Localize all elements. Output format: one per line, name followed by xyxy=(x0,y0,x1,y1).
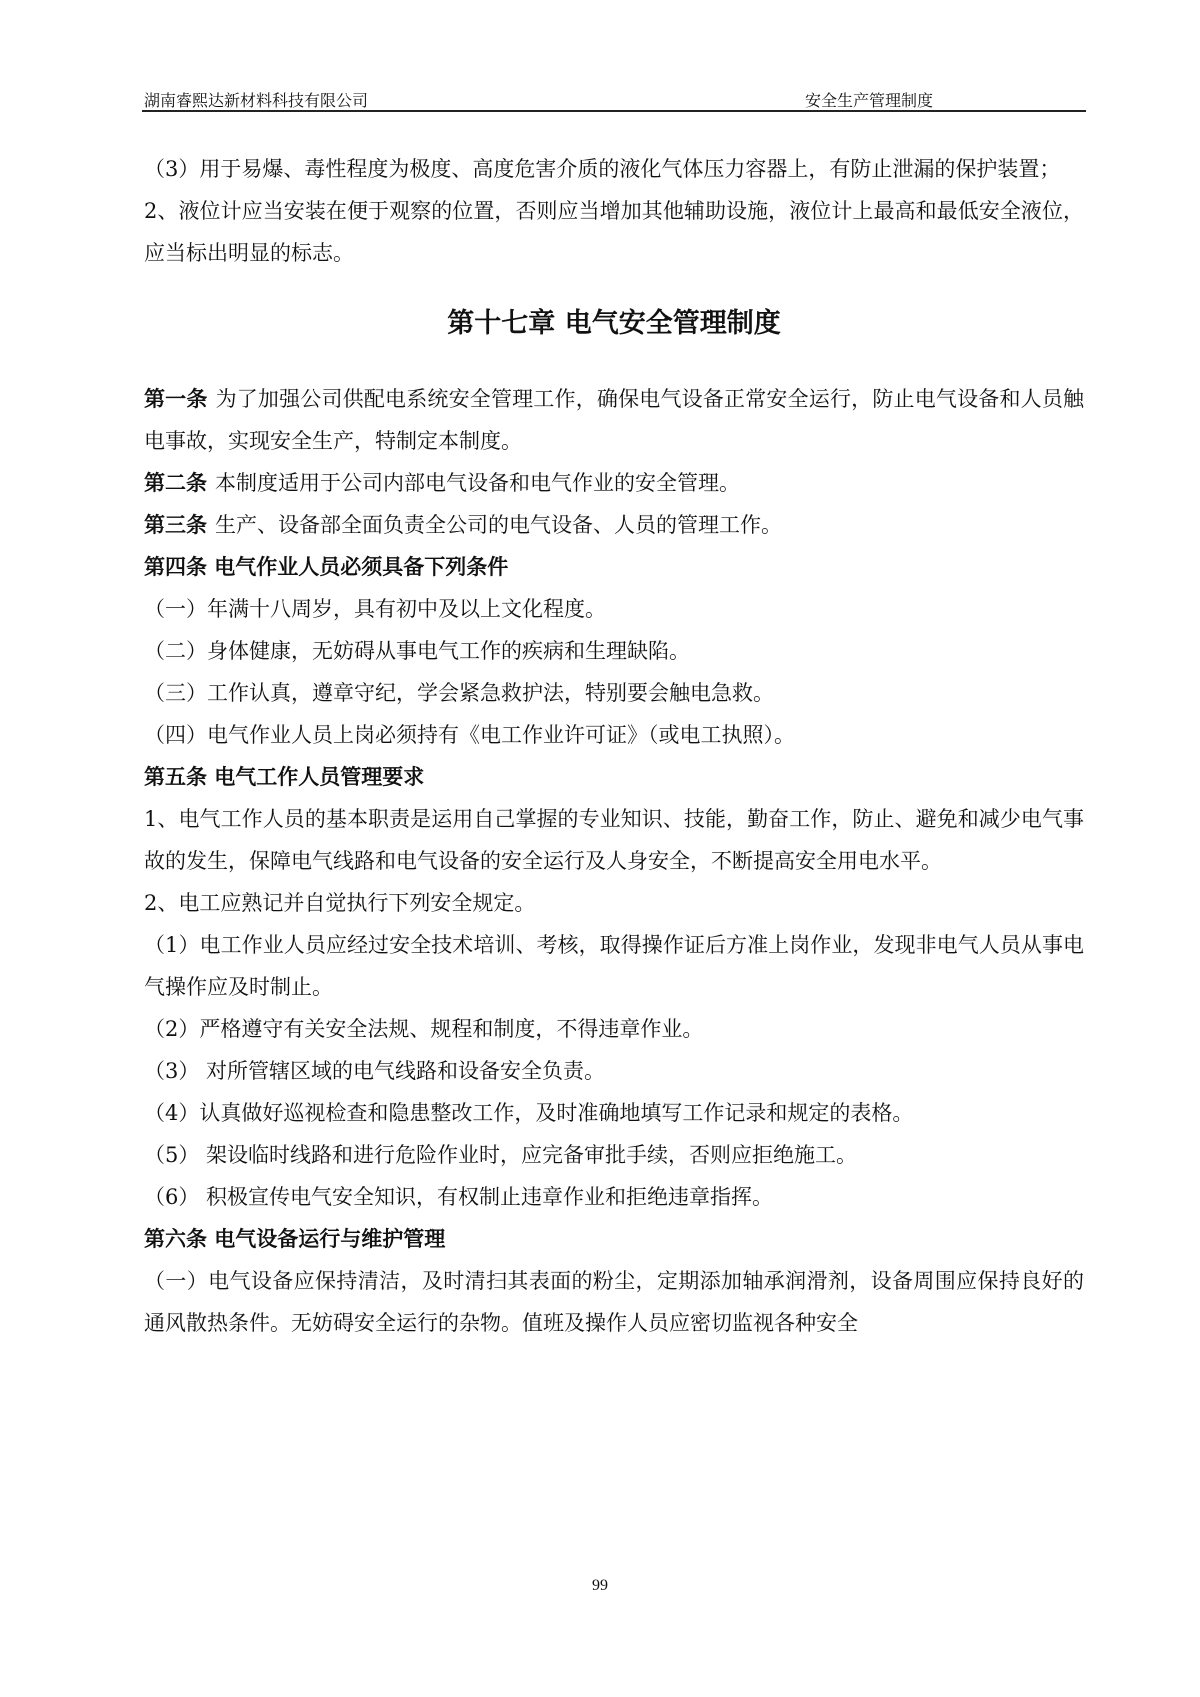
list-item: 1、电气工作人员的基本职责是运用自己掌握的专业知识、技能，勤奋工作，防止、避免和减少电气事故的发生，保障电气线路和电气设备的安全运行及人身安全，不断提高安全用电水平。 xyxy=(144,807,1084,873)
list-item: （3） 对所管辖区域的电气线路和设备安全负责。 xyxy=(144,1059,606,1083)
list-item: （6） 积极宣传电气安全知识，有权制止违章作业和拒绝违章指挥。 xyxy=(144,1185,774,1209)
list-item: （一）电气设备应保持清洁，及时清扫其表面的粉尘，定期添加轴承润滑剂，设备周围应保持良好的通风散热条件。无妨碍安全运行的杂物。值班及操作人员应密切监视各种安全 xyxy=(144,1269,1084,1335)
page-body xyxy=(144,148,1084,1344)
list-item: （四）电气作业人员上岗必须持有《电工作业许可证》（或电工执照）。 xyxy=(144,723,795,747)
article-2-text: 本制度适用于公司内部电气设备和电气作业的安全管理。 xyxy=(215,471,740,495)
paragraph-intro-2: 2、液位计应当安装在便于观察的位置，否则应当增加其他辅助设施，液位计上最高和最低安全液位，应当标出明显的标志。 xyxy=(144,199,1084,265)
article-5-heading: 第五条 电气工作人员管理要求 xyxy=(144,765,425,789)
header-divider xyxy=(142,110,1086,112)
list-item: （4）认真做好巡视检查和隐患整改工作，及时准确地填写工作记录和规定的表格。 xyxy=(144,1101,914,1125)
article-3 xyxy=(144,504,1084,546)
list-item: （一）年满十八周岁，具有初中及以上文化程度。 xyxy=(144,597,606,621)
paragraph-intro-1: （3）用于易爆、毒性程度为极度、高度危害介质的液化气体压力容器上，有防止泄漏的保护装置； xyxy=(144,157,1061,181)
list-item: （1）电工作业人员应经过安全技术培训、考核，取得操作证后方准上岗作业，发现非电气人员从事电气操作应及时制止。 xyxy=(144,933,1084,999)
list-item: 2、电工应熟记并自觉执行下列安全规定。 xyxy=(144,891,536,915)
article-1-text: 为了加强公司供配电系统安全管理工作，确保电气设备正常安全运行，防止电气设备和人员触电事故，实现安全生产，特制定本制度。 xyxy=(144,387,1085,453)
page-header xyxy=(142,84,1086,110)
header-company: 湖南睿熙达新材料科技有限公司 xyxy=(144,91,369,110)
article-1-label: 第一条 xyxy=(144,387,208,411)
page-number: 99 xyxy=(592,1577,608,1594)
list-item: （二）身体健康，无妨碍从事电气工作的疾病和生理缺陷。 xyxy=(144,639,690,663)
article-1 xyxy=(144,378,1084,462)
article-4-heading: 第四条 电气作业人员必须具备下列条件 xyxy=(144,555,509,579)
header-doc-title: 安全生产管理制度 xyxy=(805,91,934,110)
article-2 xyxy=(144,462,1084,504)
article-3-label: 第三条 xyxy=(144,513,207,537)
article-3-text: 生产、设备部全面负责全公司的电气设备、人员的管理工作。 xyxy=(215,513,782,537)
list-item: （2）严格遵守有关安全法规、规程和制度，不得违章作业。 xyxy=(144,1017,704,1041)
article-6-heading: 第六条 电气设备运行与维护管理 xyxy=(144,1227,446,1251)
article-2-label: 第二条 xyxy=(144,471,207,495)
list-item: （三）工作认真，遵章守纪，学会紧急救护法，特别要会触电急救。 xyxy=(144,681,774,705)
chapter-title: 第十七章 电气安全管理制度 xyxy=(447,308,781,339)
list-item: （5） 架设临时线路和进行危险作业时，应完备审批手续，否则应拒绝施工。 xyxy=(144,1143,858,1167)
